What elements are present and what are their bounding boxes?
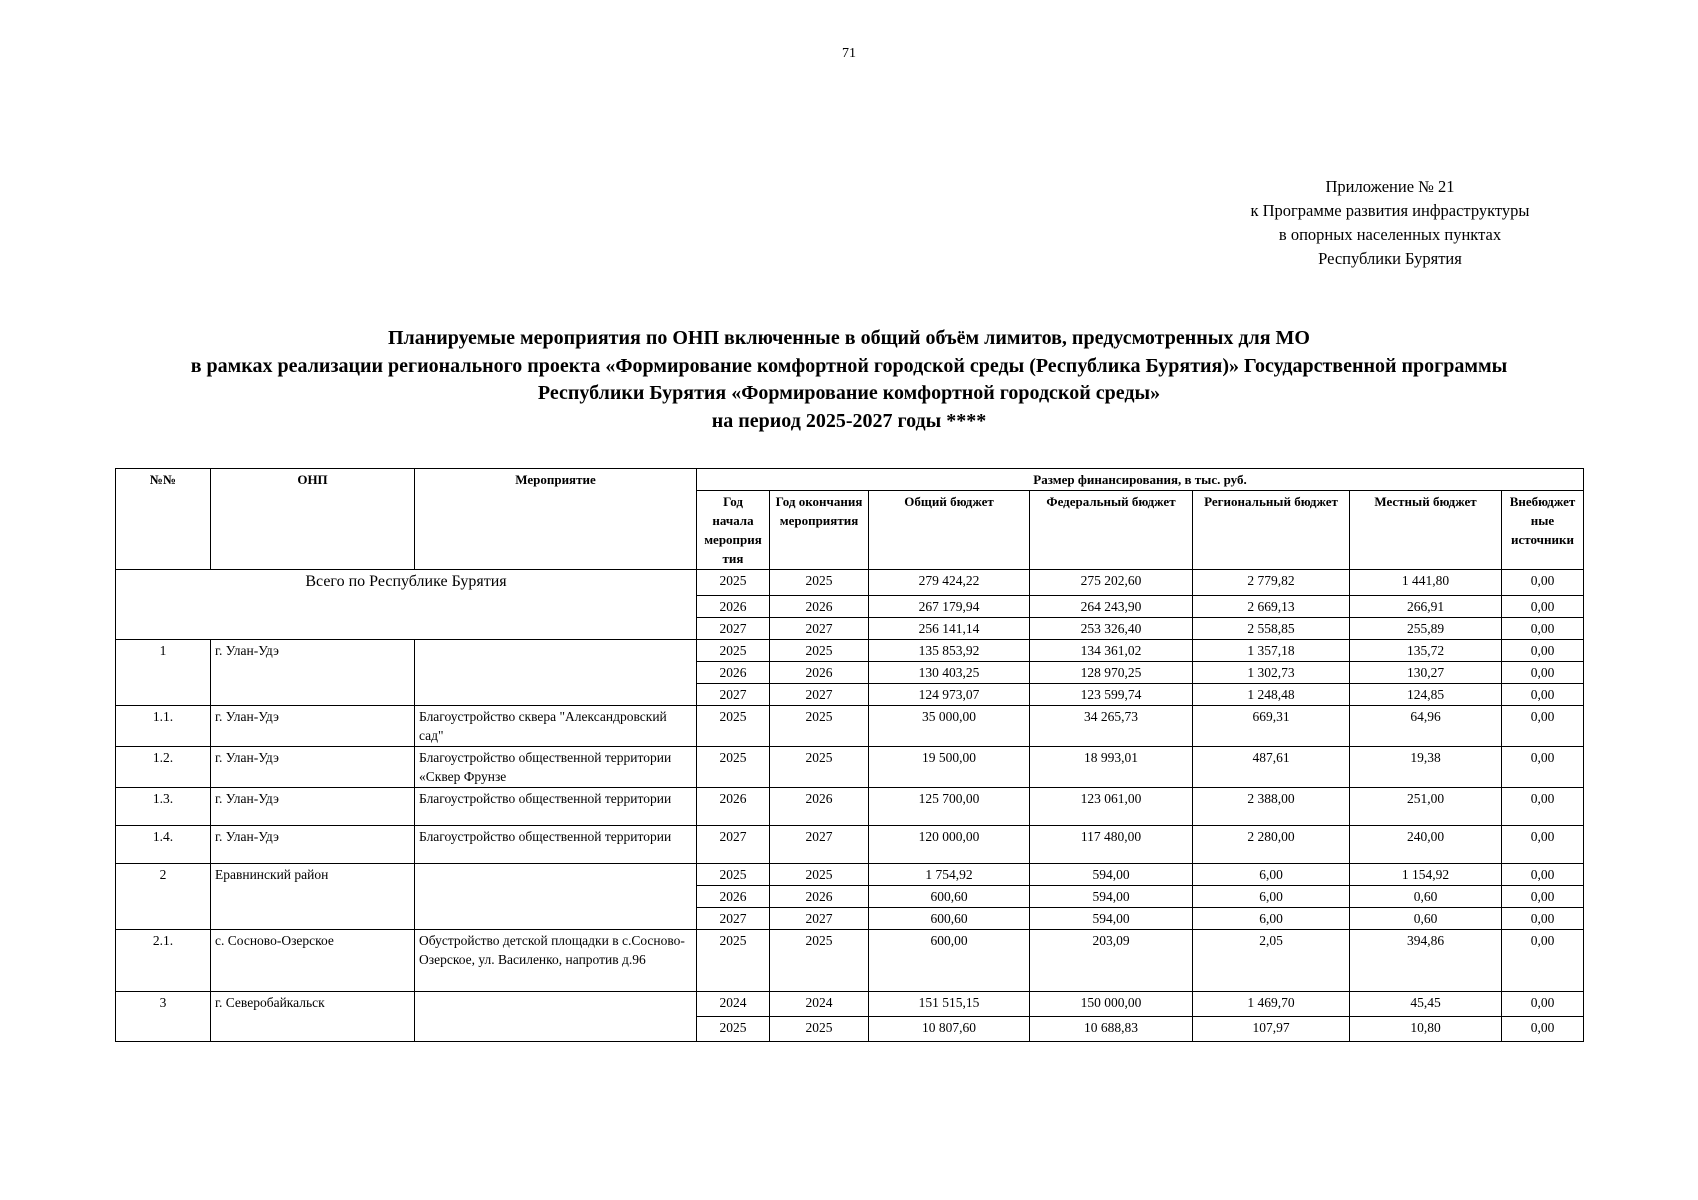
total-label: Всего по Республике Бурятия: [116, 570, 697, 640]
cell-federal-budget: 18 993,01: [1030, 747, 1193, 788]
cell-federal-budget: 123 061,00: [1030, 788, 1193, 826]
cell-total-budget: 600,60: [869, 886, 1030, 908]
cell-extra-budget: 0,00: [1502, 864, 1584, 886]
cell-local-budget: 45,45: [1350, 992, 1502, 1017]
cell-total-budget: 256 141,14: [869, 618, 1030, 640]
cell-extra-budget: 0,00: [1502, 992, 1584, 1017]
cell-federal-budget: 123 599,74: [1030, 684, 1193, 706]
cell-year-end: 2025: [770, 930, 869, 992]
header-extra-budget: Внебюджет ные источники: [1502, 491, 1584, 570]
appendix-header: [1180, 175, 1600, 271]
cell-local-budget: 240,00: [1350, 826, 1502, 864]
cell-event: Благоустройство сквера "Александровский сад": [415, 706, 697, 747]
cell-year-start: 2025: [697, 706, 770, 747]
cell-federal-budget: 594,00: [1030, 864, 1193, 886]
cell-regional-budget: 669,31: [1193, 706, 1350, 747]
cell-num: 1.2.: [116, 747, 211, 788]
cell-onp: г. Улан-Удэ: [211, 640, 415, 706]
table-row: [116, 788, 1584, 826]
title-line: в рамках реализации регионального проекта «Формирование комфортной городской среды (Республика Бурятия)» Государственной программы: [190, 354, 1508, 377]
header-num: №№: [116, 469, 211, 570]
cell-extra-budget: 0,00: [1502, 706, 1584, 747]
title-line: на период 2025-2027 годы ****: [711, 409, 987, 432]
cell-local-budget: 251,00: [1350, 788, 1502, 826]
cell-year-start: 2025: [697, 747, 770, 788]
cell-extra-budget: 0,00: [1502, 930, 1584, 992]
cell-extra-budget: 0,00: [1502, 596, 1584, 618]
cell-regional-budget: 2 779,82: [1193, 570, 1350, 596]
cell-year-start: 2025: [697, 570, 770, 596]
cell-event: Благоустройство общественной территории «Сквер Фрунзе: [415, 747, 697, 788]
appendix-line: к Программе развития инфраструктуры: [1250, 201, 1530, 220]
table-body: [116, 570, 1584, 1042]
cell-federal-budget: 128 970,25: [1030, 662, 1193, 684]
cell-regional-budget: 1 357,18: [1193, 640, 1350, 662]
cell-regional-budget: 487,61: [1193, 747, 1350, 788]
cell-extra-budget: 0,00: [1502, 684, 1584, 706]
cell-regional-budget: 1 248,48: [1193, 684, 1350, 706]
cell-total-budget: 130 403,25: [869, 662, 1030, 684]
cell-federal-budget: 275 202,60: [1030, 570, 1193, 596]
appendix-line: Республики Бурятия: [1318, 249, 1462, 268]
header-year-end: Год окончания мероприятия: [770, 491, 869, 570]
table-row: [116, 992, 1584, 1017]
cell-federal-budget: 134 361,02: [1030, 640, 1193, 662]
cell-year-start: 2024: [697, 992, 770, 1017]
cell-federal-budget: 594,00: [1030, 908, 1193, 930]
cell-local-budget: 19,38: [1350, 747, 1502, 788]
cell-extra-budget: 0,00: [1502, 618, 1584, 640]
cell-year-start: 2026: [697, 886, 770, 908]
title-line: Республики Бурятия «Формирование комфортной городской среды»: [537, 382, 1161, 404]
table-row: [116, 747, 1584, 788]
cell-regional-budget: 6,00: [1193, 864, 1350, 886]
cell-year-end: 2025: [770, 1017, 869, 1042]
header-event: Мероприятие: [415, 469, 697, 570]
cell-total-budget: 1 754,92: [869, 864, 1030, 886]
table-row: [116, 826, 1584, 864]
cell-local-budget: 10,80: [1350, 1017, 1502, 1042]
cell-local-budget: 394,86: [1350, 930, 1502, 992]
page-number: 71: [842, 46, 856, 61]
appendix-line: в опорных населенных пунктах: [1278, 225, 1502, 244]
cell-extra-budget: 0,00: [1502, 570, 1584, 596]
table-row: [116, 706, 1584, 747]
cell-local-budget: 124,85: [1350, 684, 1502, 706]
header-funding: Размер финансирования, в тыс. руб.: [697, 469, 1584, 491]
cell-year-end: 2025: [770, 570, 869, 596]
cell-year-start: 2026: [697, 788, 770, 826]
cell-onp: г. Улан-Удэ: [211, 826, 415, 864]
cell-year-end: 2027: [770, 684, 869, 706]
cell-extra-budget: 0,00: [1502, 788, 1584, 826]
cell-event: Обустройство детской площадки в с.Сосново-Озерское, ул. Василенко, напротив д.96: [415, 930, 697, 992]
cell-year-start: 2027: [697, 908, 770, 930]
cell-total-budget: 35 000,00: [869, 706, 1030, 747]
cell-local-budget: 1 154,92: [1350, 864, 1502, 886]
cell-year-start: 2026: [697, 662, 770, 684]
cell-regional-budget: 2,05: [1193, 930, 1350, 992]
document-title: [0, 325, 1698, 435]
table-row: [116, 930, 1584, 992]
cell-local-budget: 266,91: [1350, 596, 1502, 618]
cell-federal-budget: 117 480,00: [1030, 826, 1193, 864]
cell-event: [415, 864, 697, 930]
cell-year-end: 2025: [770, 864, 869, 886]
cell-regional-budget: 1 469,70: [1193, 992, 1350, 1017]
cell-federal-budget: 594,00: [1030, 886, 1193, 908]
header-onp: ОНП: [211, 469, 415, 570]
header-federal-budget: Федеральный бюджет: [1030, 491, 1193, 570]
header-local-budget: Местный бюджет: [1350, 491, 1502, 570]
cell-extra-budget: 0,00: [1502, 908, 1584, 930]
cell-extra-budget: 0,00: [1502, 1017, 1584, 1042]
cell-total-budget: 10 807,60: [869, 1017, 1030, 1042]
cell-onp: Еравнинский район: [211, 864, 415, 930]
cell-total-budget: 600,60: [869, 908, 1030, 930]
appendix-line: Приложение № 21: [1325, 177, 1455, 196]
cell-event: [415, 640, 697, 706]
cell-extra-budget: 0,00: [1502, 826, 1584, 864]
cell-local-budget: 0,60: [1350, 908, 1502, 930]
cell-regional-budget: 2 388,00: [1193, 788, 1350, 826]
cell-local-budget: 64,96: [1350, 706, 1502, 747]
cell-year-end: 2026: [770, 886, 869, 908]
cell-regional-budget: 6,00: [1193, 908, 1350, 930]
cell-local-budget: 1 441,80: [1350, 570, 1502, 596]
cell-local-budget: 0,60: [1350, 886, 1502, 908]
cell-total-budget: 151 515,15: [869, 992, 1030, 1017]
cell-onp: г. Северобайкальск: [211, 992, 415, 1042]
cell-year-start: 2027: [697, 618, 770, 640]
cell-local-budget: 255,89: [1350, 618, 1502, 640]
cell-federal-budget: 203,09: [1030, 930, 1193, 992]
cell-extra-budget: 0,00: [1502, 886, 1584, 908]
cell-year-start: 2025: [697, 864, 770, 886]
cell-year-start: 2025: [697, 1017, 770, 1042]
cell-total-budget: 279 424,22: [869, 570, 1030, 596]
header-regional-budget: Региональный бюджет: [1193, 491, 1350, 570]
cell-total-budget: 120 000,00: [869, 826, 1030, 864]
cell-num: 2: [116, 864, 211, 930]
cell-regional-budget: 2 558,85: [1193, 618, 1350, 640]
cell-num: 2.1.: [116, 930, 211, 992]
cell-year-start: 2026: [697, 596, 770, 618]
cell-regional-budget: 2 669,13: [1193, 596, 1350, 618]
cell-federal-budget: 253 326,40: [1030, 618, 1193, 640]
cell-onp: с. Сосново-Озерское: [211, 930, 415, 992]
cell-year-start: 2027: [697, 826, 770, 864]
cell-year-end: 2025: [770, 747, 869, 788]
cell-num: 1: [116, 640, 211, 706]
title-line: Планируемые мероприятия по ОНП включенные в общий объём лимитов, предусмотренных для МО: [387, 327, 1310, 349]
header-year-start: Год начала мероприя тия: [697, 491, 770, 570]
cell-regional-budget: 107,97: [1193, 1017, 1350, 1042]
cell-regional-budget: 2 280,00: [1193, 826, 1350, 864]
cell-num: 1.3.: [116, 788, 211, 826]
funding-table: [115, 468, 1584, 1042]
cell-year-end: 2027: [770, 618, 869, 640]
cell-total-budget: 267 179,94: [869, 596, 1030, 618]
cell-total-budget: 19 500,00: [869, 747, 1030, 788]
cell-onp: г. Улан-Удэ: [211, 747, 415, 788]
cell-event: Благоустройство общественной территории: [415, 788, 697, 826]
header-total-budget: Общий бюджет: [869, 491, 1030, 570]
cell-extra-budget: 0,00: [1502, 662, 1584, 684]
cell-year-start: 2025: [697, 640, 770, 662]
cell-total-budget: 125 700,00: [869, 788, 1030, 826]
cell-event: [415, 992, 697, 1042]
cell-num: 3: [116, 992, 211, 1042]
cell-year-end: 2025: [770, 706, 869, 747]
cell-onp: г. Улан-Удэ: [211, 706, 415, 747]
cell-year-start: 2025: [697, 930, 770, 992]
cell-year-end: 2025: [770, 640, 869, 662]
cell-num: 1.4.: [116, 826, 211, 864]
cell-federal-budget: 150 000,00: [1030, 992, 1193, 1017]
cell-local-budget: 135,72: [1350, 640, 1502, 662]
cell-federal-budget: 10 688,83: [1030, 1017, 1193, 1042]
cell-total-budget: 135 853,92: [869, 640, 1030, 662]
cell-num: 1.1.: [116, 706, 211, 747]
cell-year-end: 2026: [770, 662, 869, 684]
cell-year-end: 2026: [770, 788, 869, 826]
cell-year-end: 2027: [770, 826, 869, 864]
cell-total-budget: 600,00: [869, 930, 1030, 992]
cell-event: Благоустройство общественной территории: [415, 826, 697, 864]
table-row: [116, 864, 1584, 886]
cell-regional-budget: 6,00: [1193, 886, 1350, 908]
cell-year-end: 2026: [770, 596, 869, 618]
cell-year-start: 2027: [697, 684, 770, 706]
cell-extra-budget: 0,00: [1502, 747, 1584, 788]
cell-year-end: 2027: [770, 908, 869, 930]
cell-federal-budget: 34 265,73: [1030, 706, 1193, 747]
cell-total-budget: 124 973,07: [869, 684, 1030, 706]
cell-regional-budget: 1 302,73: [1193, 662, 1350, 684]
table-row: [116, 570, 1584, 596]
cell-federal-budget: 264 243,90: [1030, 596, 1193, 618]
cell-year-end: 2024: [770, 992, 869, 1017]
cell-extra-budget: 0,00: [1502, 640, 1584, 662]
cell-local-budget: 130,27: [1350, 662, 1502, 684]
table-row: [116, 640, 1584, 662]
cell-onp: г. Улан-Удэ: [211, 788, 415, 826]
